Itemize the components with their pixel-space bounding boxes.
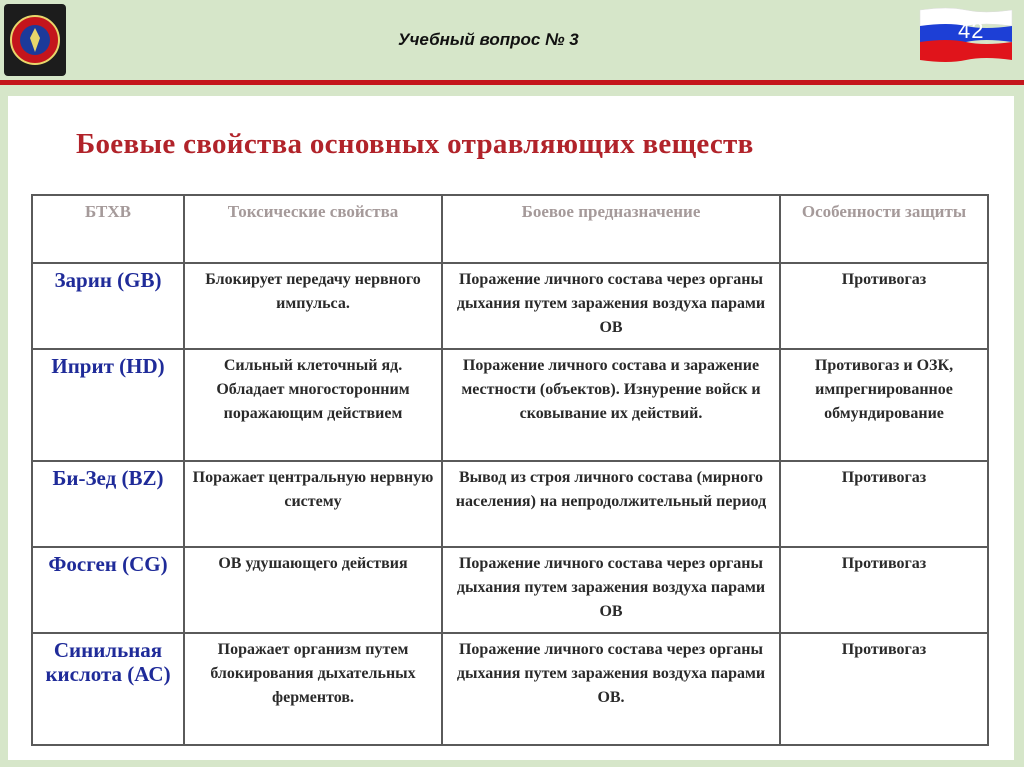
agent-name: Би-Зед (BZ): [32, 461, 184, 547]
combat-purpose: Поражение личного состава и заражение местности (объектов). Изнурение войск и сковывание их действий.: [442, 349, 780, 461]
table-row: [32, 633, 988, 745]
slide-number: 42: [958, 18, 985, 43]
table-header-row: [32, 195, 988, 263]
slide-title: Учебный вопрос № 3: [398, 30, 579, 49]
agent-name: Синильная кислота (АС): [32, 633, 184, 745]
toxic-properties: Поражает организм путем блокирования дыхательных ферментов.: [184, 633, 442, 745]
protection: Противогаз и ОЗК, импрегнированное обмундирование: [780, 349, 988, 461]
header-divider: [0, 80, 1024, 85]
agents-table: [31, 194, 989, 746]
table-row: [32, 547, 988, 633]
protection: Противогаз: [780, 633, 988, 745]
combat-purpose: Поражение личного состава через органы дыхания путем заражения воздуха парами ОВ.: [442, 633, 780, 745]
emblem-logo: [4, 4, 66, 76]
agent-name: Фосген (CG): [32, 547, 184, 633]
table-row: [32, 461, 988, 547]
protection: Противогаз: [780, 547, 988, 633]
toxic-properties: Сильный клеточный яд. Обладает многосторонним поражающим действием: [184, 349, 442, 461]
agent-name: Зарин (GB): [32, 263, 184, 349]
column-header-purpose: Боевое предназначение: [442, 195, 780, 263]
agent-name: Иприт (HD): [32, 349, 184, 461]
toxic-properties: ОВ удушающего действия: [184, 547, 442, 633]
column-header-agent: БТХВ: [32, 195, 184, 263]
toxic-properties: Блокирует передачу нервного импульса.: [184, 263, 442, 349]
table-row: [32, 263, 988, 349]
combat-purpose: Вывод из строя личного состава (мирного населения) на непродолжительный период: [442, 461, 780, 547]
main-heading: Боевые свойства основных отравляющих веществ: [76, 128, 754, 160]
combat-purpose: Поражение личного состава через органы дыхания путем заражения воздуха парами ОВ: [442, 263, 780, 349]
protection: Противогаз: [780, 461, 988, 547]
combat-purpose: Поражение личного состава через органы дыхания путем заражения воздуха парами ОВ: [442, 547, 780, 633]
table-row: [32, 349, 988, 461]
protection: Противогаз: [780, 263, 988, 349]
toxic-properties: Поражает центральную нервную систему: [184, 461, 442, 547]
column-header-protection: Особенности защиты: [780, 195, 988, 263]
column-header-toxic: Токсические свойства: [184, 195, 442, 263]
